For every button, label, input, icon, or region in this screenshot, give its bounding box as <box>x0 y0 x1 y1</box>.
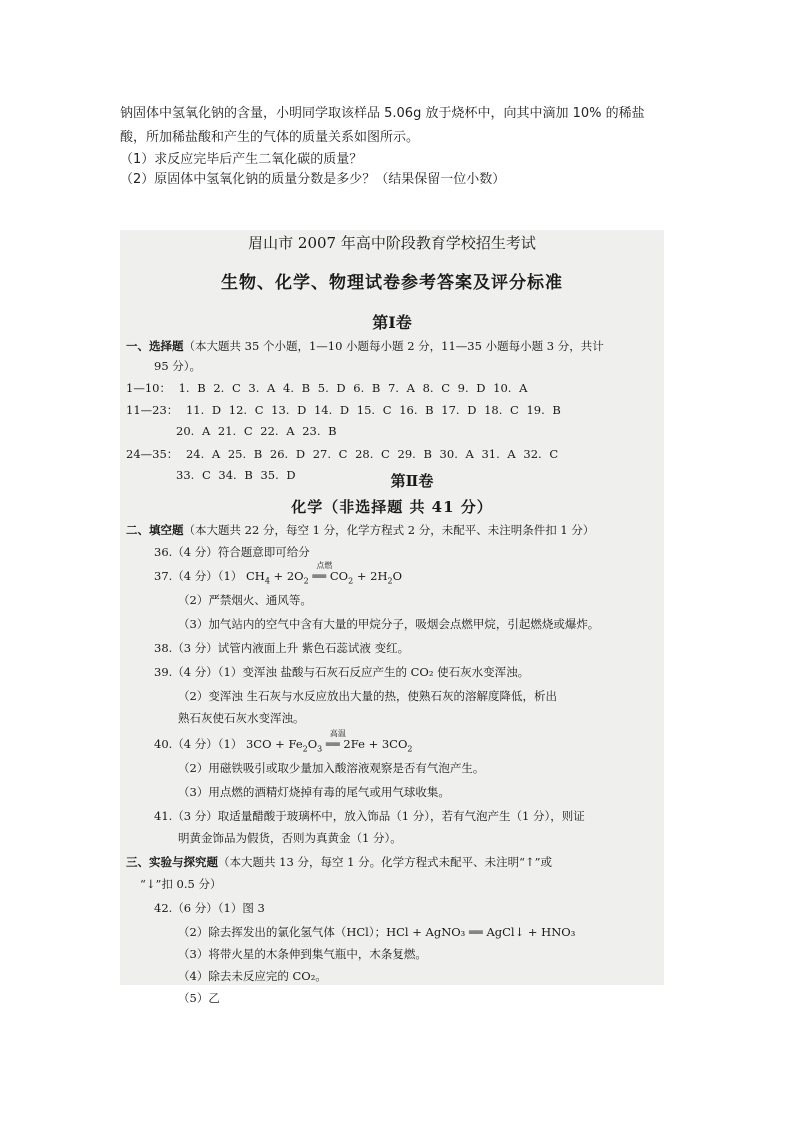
exam-title: 眉山市 2007 年高中阶段教育学校招生考试 <box>248 234 536 252</box>
answer-42-1: 42.（6 分）（1）图 3 <box>154 901 265 915</box>
scanned-answer-key <box>120 230 664 1005</box>
answer-row: 24. A 25. B 26. D 27. C 28. C 29. B 30. A 31. A 32. C <box>185 447 559 461</box>
answer-39-2-cont: 熟石灰使石灰水变浑浊。 <box>178 711 305 725</box>
answer-row: 1. B 2. C 3. A 4. B 5. D 6. B 7. A 8. C 9. D 10. A <box>178 381 528 395</box>
answer-42-5: （5）乙 <box>178 991 220 1005</box>
section-3-heading: 三、实验与探究题 <box>126 855 218 869</box>
question-2: （2）原固体中氢氧化钠的质量分数是多少？（结果保留一位小数） <box>120 172 506 187</box>
reaction-condition: 高温 <box>329 729 346 738</box>
answer-38: 38.（3 分）试管内液面上升 紫色石蕊试液 变红。 <box>154 641 410 655</box>
answer-row: 33. C 34. B 35. D <box>176 468 296 482</box>
answer-row: 11. D 12. C 13. D 14. D 15. C 16. B 17. D 18. C 19. B <box>185 403 561 417</box>
section-2-heading: 二、填空题 <box>126 523 184 537</box>
equation-37: $CH_4 + 2O_2$ 点燃 ══ $CO_2 + 2H_2O$ <box>245 561 403 586</box>
section-1-desc: （本大题共 35 个小题，1—10 小题每小题 2 分，11—35 小题每小题 3 分，共计 <box>183 339 604 353</box>
answer-37-3: （3）加气站内的空气中含有大量的甲烷分子，吸烟会点燃甲烷，引起燃烧或爆炸。 <box>178 617 600 631</box>
section-3-desc: （本大题共 13 分，每空 1 分。化学方程式未配平、未注明“↑”或 <box>218 855 552 869</box>
reaction-condition: 点燃 <box>316 561 333 570</box>
answer-39-2: （2）变浑浊 生石灰与水反应放出大量的热，使熟石灰的溶解度降低，析出 <box>178 689 557 703</box>
volume-2-heading: 第Ⅱ卷 <box>390 472 434 490</box>
row-label: 11—23： <box>126 403 179 417</box>
answer-42-3: （3）将带火星的木条伸到集气瓶中，木条复燃。 <box>178 947 427 961</box>
answer-37-prefix: 37.（4 分）（1） <box>154 569 243 583</box>
answer-40-prefix: 40.（4 分）（1） <box>154 737 243 751</box>
section-3-desc-cont: “↓”扣 0.5 分） <box>140 877 222 891</box>
row-label: 24—35： <box>126 447 179 461</box>
answer-42-2: （2）除去挥发出的氯化氢气体（HCl）；HCl + AgNO₃ ══ AgCl↓ + HNO₃ <box>178 925 576 939</box>
answer-39-1: 39.（4 分）（1）变浑浊 盐酸与石灰石反应产生的 CO₂ 使石灰水变浑浊。 <box>154 665 530 679</box>
answer-40-2: （2）用磁铁吸引或取少量加入酸溶液观察是否有气泡产生。 <box>178 761 485 775</box>
row-label: 1—10： <box>126 381 171 395</box>
answer-41-cont: 明黄金饰品为假货，否则为真黄金（1 分）。 <box>178 831 402 845</box>
volume-1-heading: 第Ⅰ卷 <box>372 313 412 332</box>
answer-41: 41.（3 分）取适量醋酸于玻璃杯中，放入饰品（1 分），若有气泡产生（1 分），则证 <box>154 809 585 823</box>
section-1-desc-cont: 95 分）。 <box>154 359 202 373</box>
answer-row: 20. A 21. C 22. A 23. B <box>176 424 337 438</box>
answer-37-2: （2）严禁烟火、通风等。 <box>178 593 312 607</box>
intro-line-2: 酸，所加稀盐酸和产生的气体的质量关系如图所示。 <box>120 130 420 145</box>
question-1: （1）求反应完毕后产生二氧化碳的质量？ <box>120 152 363 167</box>
question-text <box>120 102 680 190</box>
answer-key-title: 生物、化学、物理试卷参考答案及评分标准 <box>221 273 563 293</box>
section-1-heading: 一、选择题 <box>126 339 184 353</box>
answer-36: 36.（4 分）符合题意即可给分 <box>154 545 310 559</box>
answer-40-3: （3）用点燃的酒精灯烧掉有毒的尾气或用气球收集。 <box>178 785 450 799</box>
section-2-desc: （本大题共 22 分，每空 1 分，化学方程式 2 分，未配平、未注明条件扣 1 分） <box>183 523 595 537</box>
intro-line-1: 钠固体中氢氧化钠的含量，小明同学取该样品 5.06g 放于烧杯中，向其中滴加 10% 的稀盐 <box>120 106 645 121</box>
chemistry-title: 化学（非选择题 共 41 分） <box>291 498 493 516</box>
answer-42-4: （4）除去未反应完的 CO₂。 <box>178 969 327 983</box>
equation-40: $3CO + Fe_2O_3$ 高温 ══ $2Fe + 3CO_2$ <box>245 729 413 754</box>
